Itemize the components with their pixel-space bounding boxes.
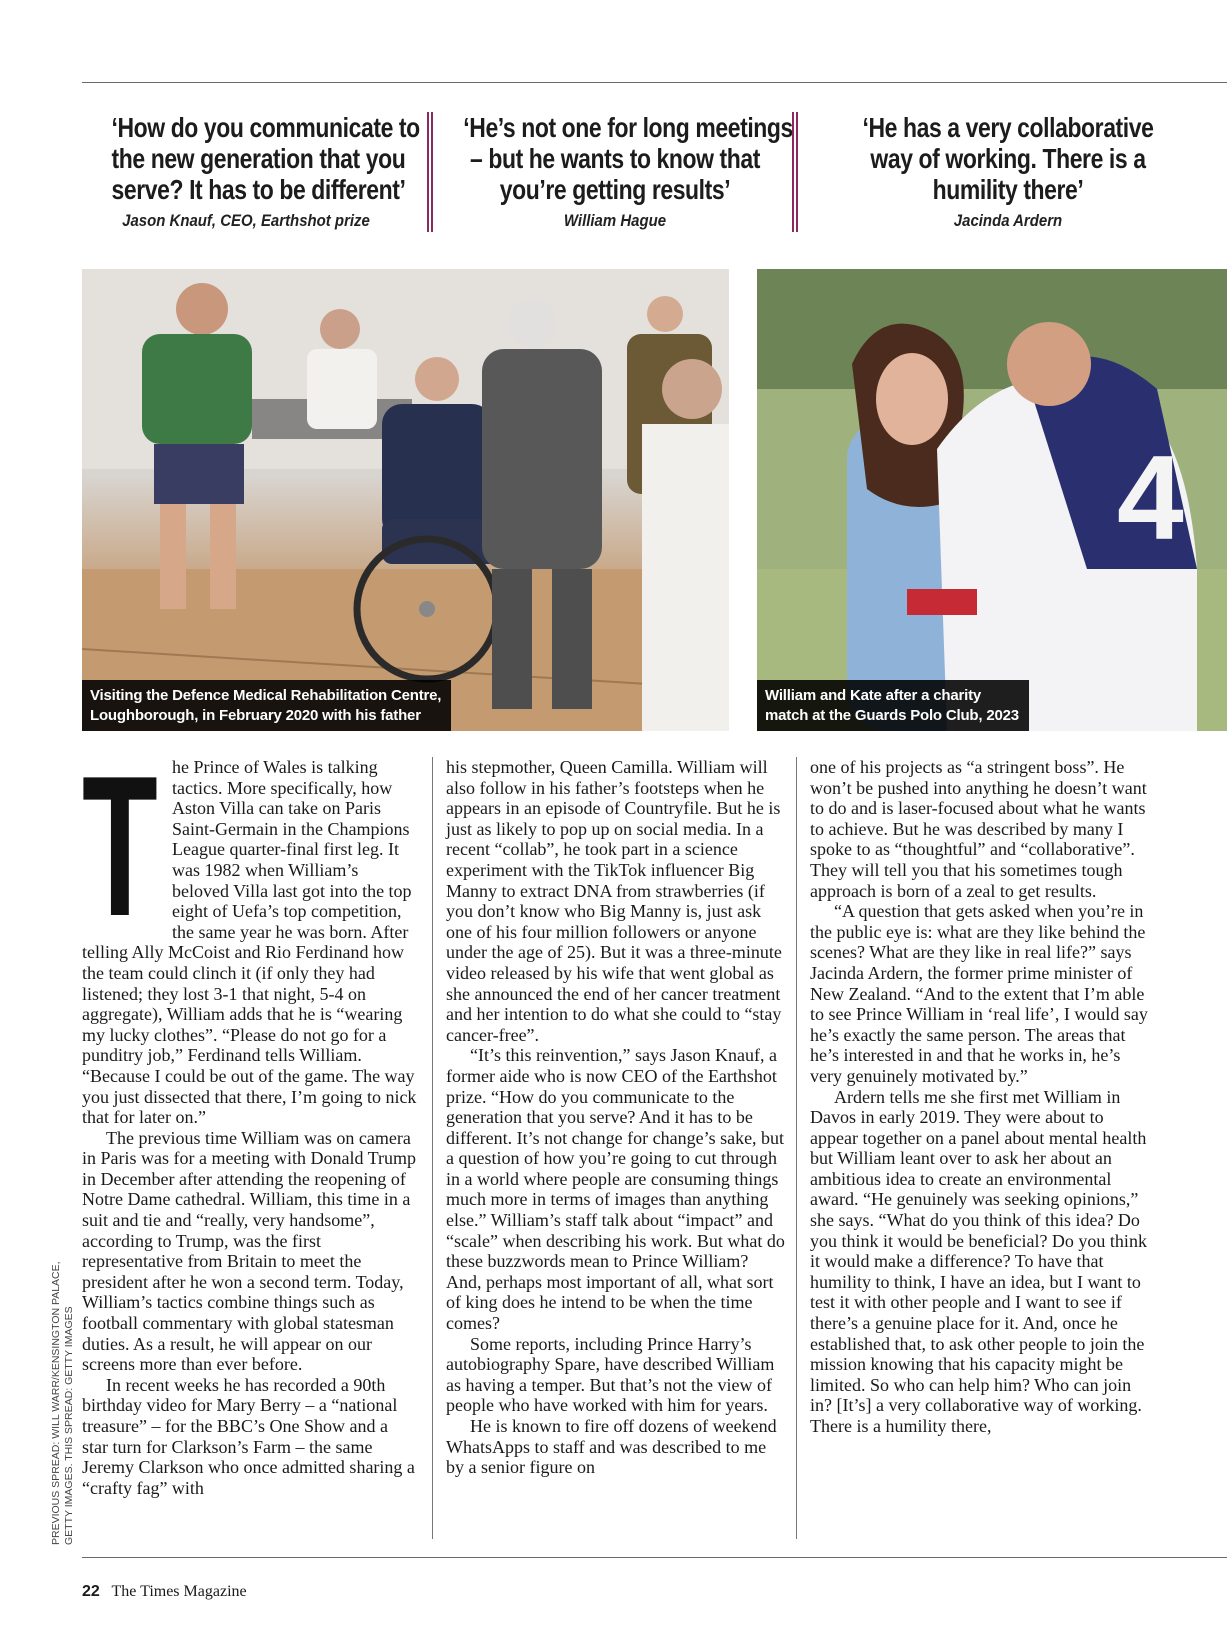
drop-cap: T	[82, 735, 158, 958]
svg-text:4: 4	[1117, 431, 1184, 565]
page-footer	[82, 1583, 247, 1601]
article-paragraph: Ardern tells me she first met William in Davos in early 2019. They were about to appear together on a panel about mental health but William leant over to ask her about an ambitious idea to create an environmental award. “He genuinely was seeking opinions,” she says. “What do you think of this idea? Do you think it would be beneficial? Do you think it would make a difference? To have that humility to think, I have an idea, but I want to test it with other people and I want to see if there’s a genuine place for it. And, once he established that, to ask other people to join the mission knowing that his capacity might be limited. So who can help him? Who can join in? [It’s] a very collaborative way of working. There is a humility there,	[810, 1086, 1147, 1436]
article-paragraph: he Prince of Wales is talking tactics. More specifically, how Aston Villa can take on Paris Saint-Germain in the Champions League quarter-final first leg. It was 1982 when William’s beloved Villa last got into the top eight of Uefa’s top competition, the same year he was born. After telling Ally McCoist and Rio Ferdinand how the team could clinch it (if only they had listened; they lost 3-1 that night, 5-4 on aggregate), William adds that he is “wearing my lucky clothes”. “Please do not go for a punditry job,” Ferdinand tells William. “Because I could be out of the game. The way you just dissected that there, I’m going to nick that for later on.”	[82, 757, 417, 1128]
pull-quote-attribution: Jacinda Ardern	[953, 211, 1063, 230]
article-paragraph: one of his projects as “a stringent boss”. He won’t be pushed into anything he doesn’t want to do and is laser-focused about what he wants to achieve. But he was described by many I spoke to as “thoughtful” and “collaborative”. They will tell you that his sometimes tough approach is born of a zeal to get results.	[810, 757, 1147, 901]
article-paragraph: his stepmother, Queen Camilla. William will also follow in his father’s footsteps when he appears in an episode of Countryfile. But he is just as likely to pop up on social media. In a recent “collab”, he took part in a science experiment with the TikTok influencer Big Manny to extract DNA from strawberries (if you don’t know who Big Manny is, just ask one of his four million followers or anyone under the age of 25). But it was a three-minute video released by his wife that went global as she announced the end of her cancer treatment and her intention to do what she could to “stay cancer-free”.	[446, 757, 782, 1045]
photo-caption: William and Kate after a charity match at the Guards Polo Club, 2023	[757, 680, 1029, 731]
top-rule	[82, 82, 1227, 83]
article-paragraph: In recent weeks he has recorded a 90th birthday video for Mary Berry – a “national treasure” – for the BBC’s One Show and a star turn for Clarkson’s Farm – the same Jeremy Clarkson who once admitted sharing a “crafty fag” with	[82, 1374, 415, 1498]
pull-quote-attribution: William Hague	[563, 211, 667, 230]
pull-quote-knauf	[82, 112, 420, 231]
photo-rehab-centre	[82, 269, 729, 731]
pull-quote-text: ‘He has a very collaborative way of working. There is a humility there’	[862, 112, 1154, 205]
column-divider	[432, 757, 433, 1539]
pull-quote-text: ‘How do you communicate to the new generation that you serve? It has to be different’	[111, 112, 420, 205]
article-column-3	[810, 757, 1150, 1437]
photo-polo-club-image	[757, 269, 1227, 731]
pull-quote-hague	[430, 112, 800, 231]
article-paragraph: “A question that gets asked when you’re in the public eye is: what are they like behind the scenes? What are they like in real life?” says Jacinda Ardern, the former prime minister of New Zealand. “And to the extent that I’m able to see Prince William in ‘real life’, I would say he’s exactly the same person. The areas that he’s interested in and that he works in, he’s very genuinely motivated by.”	[810, 901, 1148, 1086]
article-column-2	[446, 757, 786, 1478]
pull-quotes	[82, 112, 1227, 252]
photo-polo-club	[757, 269, 1227, 731]
bottom-rule	[82, 1557, 1227, 1558]
magazine-name: The Times Magazine	[111, 1583, 247, 1600]
article-paragraph: Some reports, including Prince Harry’s autobiography Spare, have described William as having a temper. But that’s not the view of people who have worked with him for years.	[446, 1333, 775, 1416]
article-column-1	[82, 735, 417, 1498]
page-number: 22	[82, 1583, 100, 1600]
pull-quote-text: ‘He’s not one for long meetings – but he wants to know that you’re getting results’	[463, 112, 793, 205]
photo-credit: PREVIOUS SPREAD: WILL WARR/KENSINGTON PALACE, GETTY IMAGES. THIS SPREAD: GETTY IMAGES	[50, 1261, 75, 1545]
article-paragraph: “It’s this reinvention,” says Jason Knauf, a former aide who is now CEO of the Earthshot prize. “How do you communicate to the generation that you serve? And it has to be different. It’s not change for change’s sake, but a question of how you’re going to cut through in a world where people are consuming things much more in terms of images than anything else.” William’s staff talk about “impact” and “scale” when describing his work. But what do these buzzwords mean to Prince William? And, perhaps most important of all, what sort of king does he intend to be when the time comes?	[446, 1045, 785, 1334]
column-divider	[796, 757, 797, 1539]
pull-quote-attribution: Jason Knauf, CEO, Earthshot prize	[122, 211, 370, 230]
photo-caption: Visiting the Defence Medical Rehabilitation Centre, Loughborough, in February 2020 with his father	[82, 680, 451, 731]
photo-rehab-centre-image	[82, 269, 729, 731]
article-paragraph: He is known to fire off dozens of weekend WhatsApps to staff and was described to me by a senior figure on	[446, 1416, 777, 1478]
article-paragraph: The previous time William was on camera in Paris was for a meeting with Donald Trump in December after attending the reopening of Notre Dame cathedral. William, this time in a suit and tie and “really, very handsome”, according to Trump, was the first representative from Britain to meet the president after he won a second term. Today, William’s tactics combine things such as football commentary with global statesman duties. As a result, he will appear on our screens more than ever before.	[82, 1127, 416, 1375]
pull-quote-ardern	[798, 112, 1218, 231]
